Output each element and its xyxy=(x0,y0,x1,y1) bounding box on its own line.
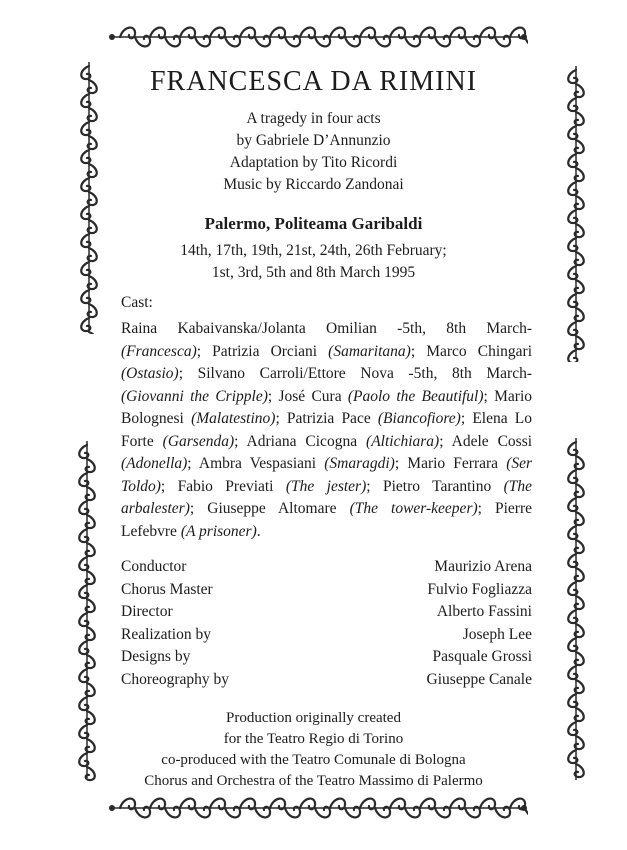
cast-role: (Malatestino) xyxy=(191,410,276,427)
cast-member-name: Adele Cossi xyxy=(451,432,533,450)
cast-role: (Garsenda) xyxy=(162,432,235,450)
credit-role: Realization by xyxy=(121,625,211,643)
cast-member-name: Pierre Lefebvre xyxy=(121,500,533,540)
cast-role: (Ser Toldo) xyxy=(121,455,533,495)
credit-person: Joseph Lee xyxy=(462,625,532,643)
cast-member-name: José Cura xyxy=(278,387,342,405)
credit-role: Designs by xyxy=(121,648,191,665)
cast-role: (A prisoner) xyxy=(180,522,257,540)
cast-role: (Altichiara) xyxy=(366,432,440,450)
cast-role: (Smaragdi) xyxy=(324,455,395,472)
production-note-line: Production originally created xyxy=(226,710,401,726)
opera-title: FRANCESCA DA RIMINI xyxy=(149,66,478,97)
production-credits xyxy=(121,556,532,691)
cast-role: (Paolo the Beautiful) xyxy=(347,387,484,405)
performance-dates xyxy=(0,240,627,284)
credit-person: Pasquale Grossi xyxy=(432,648,532,665)
cast-role: (Biancofiore) xyxy=(377,410,461,427)
cast-member-name: Fabio Previati xyxy=(177,477,274,495)
cast-role: (Ostasio) xyxy=(121,365,179,382)
cast-heading: Cast: xyxy=(121,294,153,311)
production-note-line: Chorus and Orchestra of the Teatro Massimo di Palermo xyxy=(144,773,483,789)
cast-member-name: Ambra Vespasiani xyxy=(198,455,317,472)
venue: Palermo, Politeama Garibaldi xyxy=(204,214,423,233)
cast-member-name: Elena Lo Forte xyxy=(121,410,532,450)
cast-member-name: Patrizia Pace xyxy=(286,410,371,427)
cast-member-name: Raina Kabaivanska/Jolanta Omilian -5th, 8th March- xyxy=(121,320,532,337)
cast-role: (Francesca) xyxy=(121,342,197,360)
cast-member-name: Patrizia Orciani xyxy=(212,342,318,360)
credit-role: Chorus Master xyxy=(121,580,213,598)
cast-member-name: Pietro Tarantino xyxy=(382,477,492,495)
cast-member-name: Giuseppe Altomare xyxy=(207,500,337,517)
credit-person: Fulvio Fogliazza xyxy=(427,580,532,598)
cast-member-name: Mario Bolognesi xyxy=(121,387,533,427)
cast-role: (Giovanni the Cripple) xyxy=(121,387,268,405)
credit-row xyxy=(121,601,532,624)
production-note-line: for the Teatro Regio di Torino xyxy=(223,731,404,747)
credit-person: Giuseppe Canale xyxy=(426,670,532,688)
cast-role: (The arbalester) xyxy=(121,477,533,517)
composer-line: Music by Riccardo Zandonai xyxy=(223,176,404,193)
librettist-line: by Gabriele D’Annunzio xyxy=(236,132,391,149)
cast-list: Raina Kabaivanska/Jolanta Omilian -5th, 8th March- (Francesca); Patrizia Orciani (Samaritana); Marco Chingari (Ostasio); Silvano Carroli/Ettore Nova -5th, 8th March- (Giovanni the Cripple); José Cura (Paolo the Beautiful); Mario Bolognesi (Malatestino); Patrizia Pace (Biancofiore); Elena Lo Forte (Garsenda); Adriana Cicogna (Altichiara); Adele Cossi (Adonella); Ambra Vespasiani (Smaragdi); Mario Ferrara (Ser Toldo); Fabio Previati (The jester); Pietro Tarantino (The arbalester); Giuseppe Altomare (The tower-keeper); Pierre Lefebvre (A prisoner). xyxy=(121,320,533,540)
credit-role: Choreography by xyxy=(121,670,230,688)
credit-person: Alberto Fassini xyxy=(436,603,532,620)
work-description: A tragedy in four acts xyxy=(246,110,381,127)
production-note-line: co-produced with the Teatro Comunale di Bologna xyxy=(161,752,466,768)
top-ornamental-border xyxy=(108,24,528,50)
credit-role: Director xyxy=(121,603,173,620)
adaptation-line: Adaptation by Tito Ricordi xyxy=(229,154,398,171)
cast-role: (Samaritana) xyxy=(328,342,411,360)
cast-member-name: Marco Chingari xyxy=(426,342,533,360)
dates-line-march: 1st, 3rd, 5th and 8th March 1995 xyxy=(211,264,416,281)
cast-role: (Adonella) xyxy=(121,455,188,472)
cast-role: (The tower-keeper) xyxy=(349,500,478,517)
cast-member-name: Adriana Cicogna xyxy=(246,432,358,450)
work-credits xyxy=(0,108,627,196)
dates-line-february: 14th, 17th, 19th, 21st, 24th, 26th February; xyxy=(180,242,447,259)
credit-role: Conductor xyxy=(121,558,187,575)
bottom-ornamental-border xyxy=(108,795,528,821)
left-upper-ornamental-border xyxy=(78,58,100,334)
credit-row xyxy=(121,624,532,647)
credit-person: Maurizio Arena xyxy=(434,558,532,575)
credit-row xyxy=(121,669,532,692)
credit-row xyxy=(121,646,532,669)
cast-role: (The jester) xyxy=(285,477,367,495)
cast-member-name: Silvano Carroli/Ettore Nova -5th, 8th March- xyxy=(197,365,532,382)
credit-row xyxy=(121,556,532,579)
cast-member-name: Mario Ferrara xyxy=(407,455,499,472)
right-upper-ornamental-border xyxy=(565,62,587,362)
production-note xyxy=(0,708,627,792)
credit-row xyxy=(121,579,532,602)
